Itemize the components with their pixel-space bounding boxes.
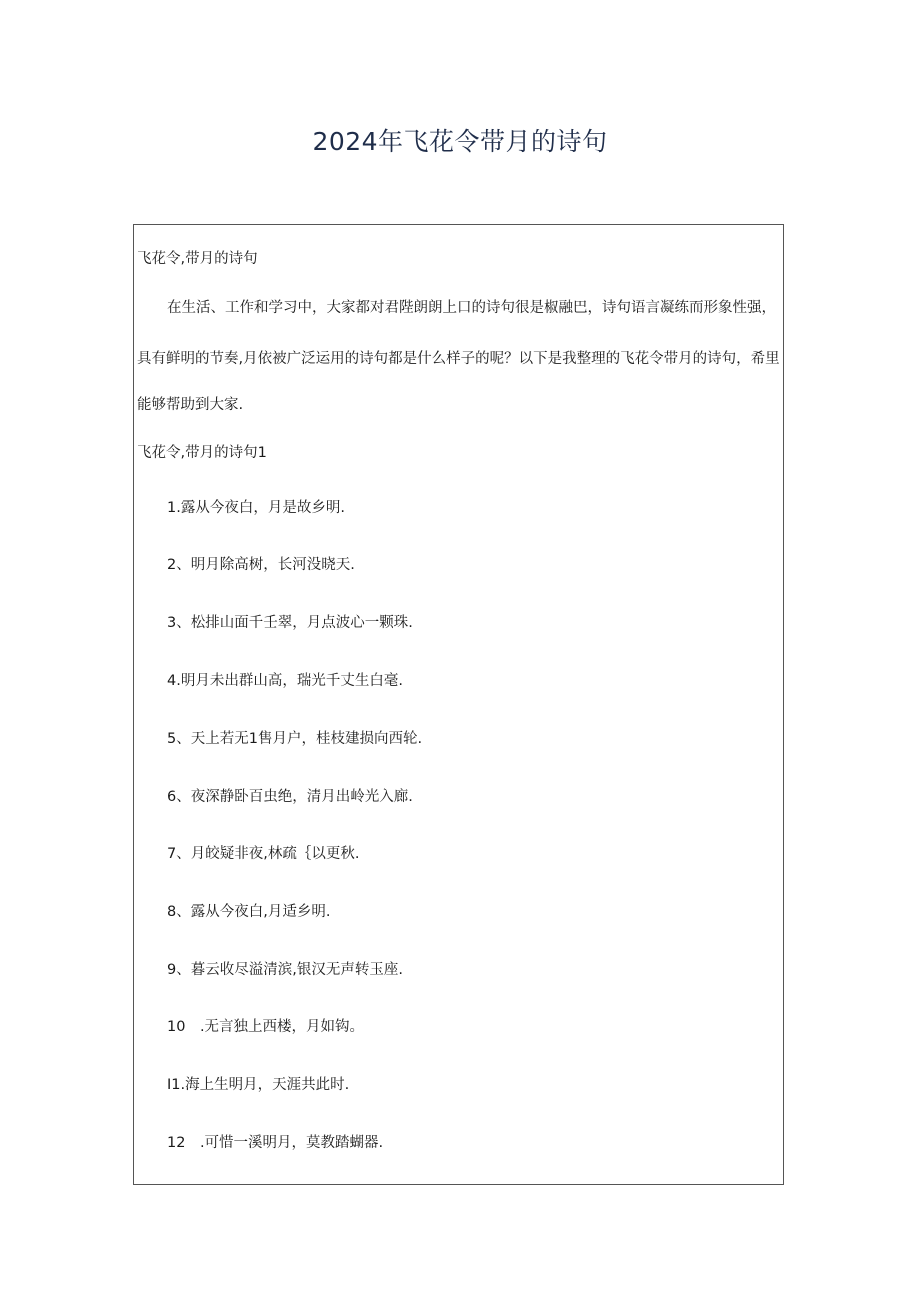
verse-5: 5、天上若无1售月户，桂枝建损向西轮. [167,731,423,747]
verse-2: 2、明月除高树，长河没晓天. [167,557,355,573]
document-title: 2024年飞花令带月的诗句 [312,127,608,156]
verse-1: 1.露从今夜白，月是故乡明. [167,500,345,516]
verse-9: 9、暮云收尽溢清滨,银汉无声转玉座. [167,962,403,978]
verse-8: 8、露从今夜白,月适乡明. [167,904,331,920]
verse-10: 10 .无言独上西楼，月如钩。 [167,1019,365,1035]
intro-line-2: 具有鲜明的节奏,月依被广泛运用的诗句都是什么样子的呢？以下是我整理的飞花令带月的诗句，希里 [137,351,780,367]
section-title: 飞花令,带月的诗句1 [137,445,267,461]
verse-11: I1.海上生明月，天涯共此时. [167,1077,350,1093]
intro-line-1: 在生活、工作和学习中，大家都对君陛朗朗上口的诗句很是椒融巴，诗句语言凝练而形象性强， [167,300,776,316]
verse-6: 6、夜深静卧百虫绝，清月出岭光入廊. [167,789,413,805]
intro-line-3: 能够帮助到大家. [137,397,244,413]
content-box [133,224,784,1185]
verse-12: 12 .可惜一溪明月，莫教踏蝴器. [167,1135,384,1151]
verse-7: 7、月皎疑非夜,林疏｛以更秋. [167,846,360,862]
verse-3: 3、松排山面千壬翠，月点波心一颗珠. [167,615,413,631]
verse-4: 4.明月未出群山高，瑞光千丈生白毫. [167,673,403,689]
content-heading: 飞花令,带月的诗句 [137,251,258,267]
